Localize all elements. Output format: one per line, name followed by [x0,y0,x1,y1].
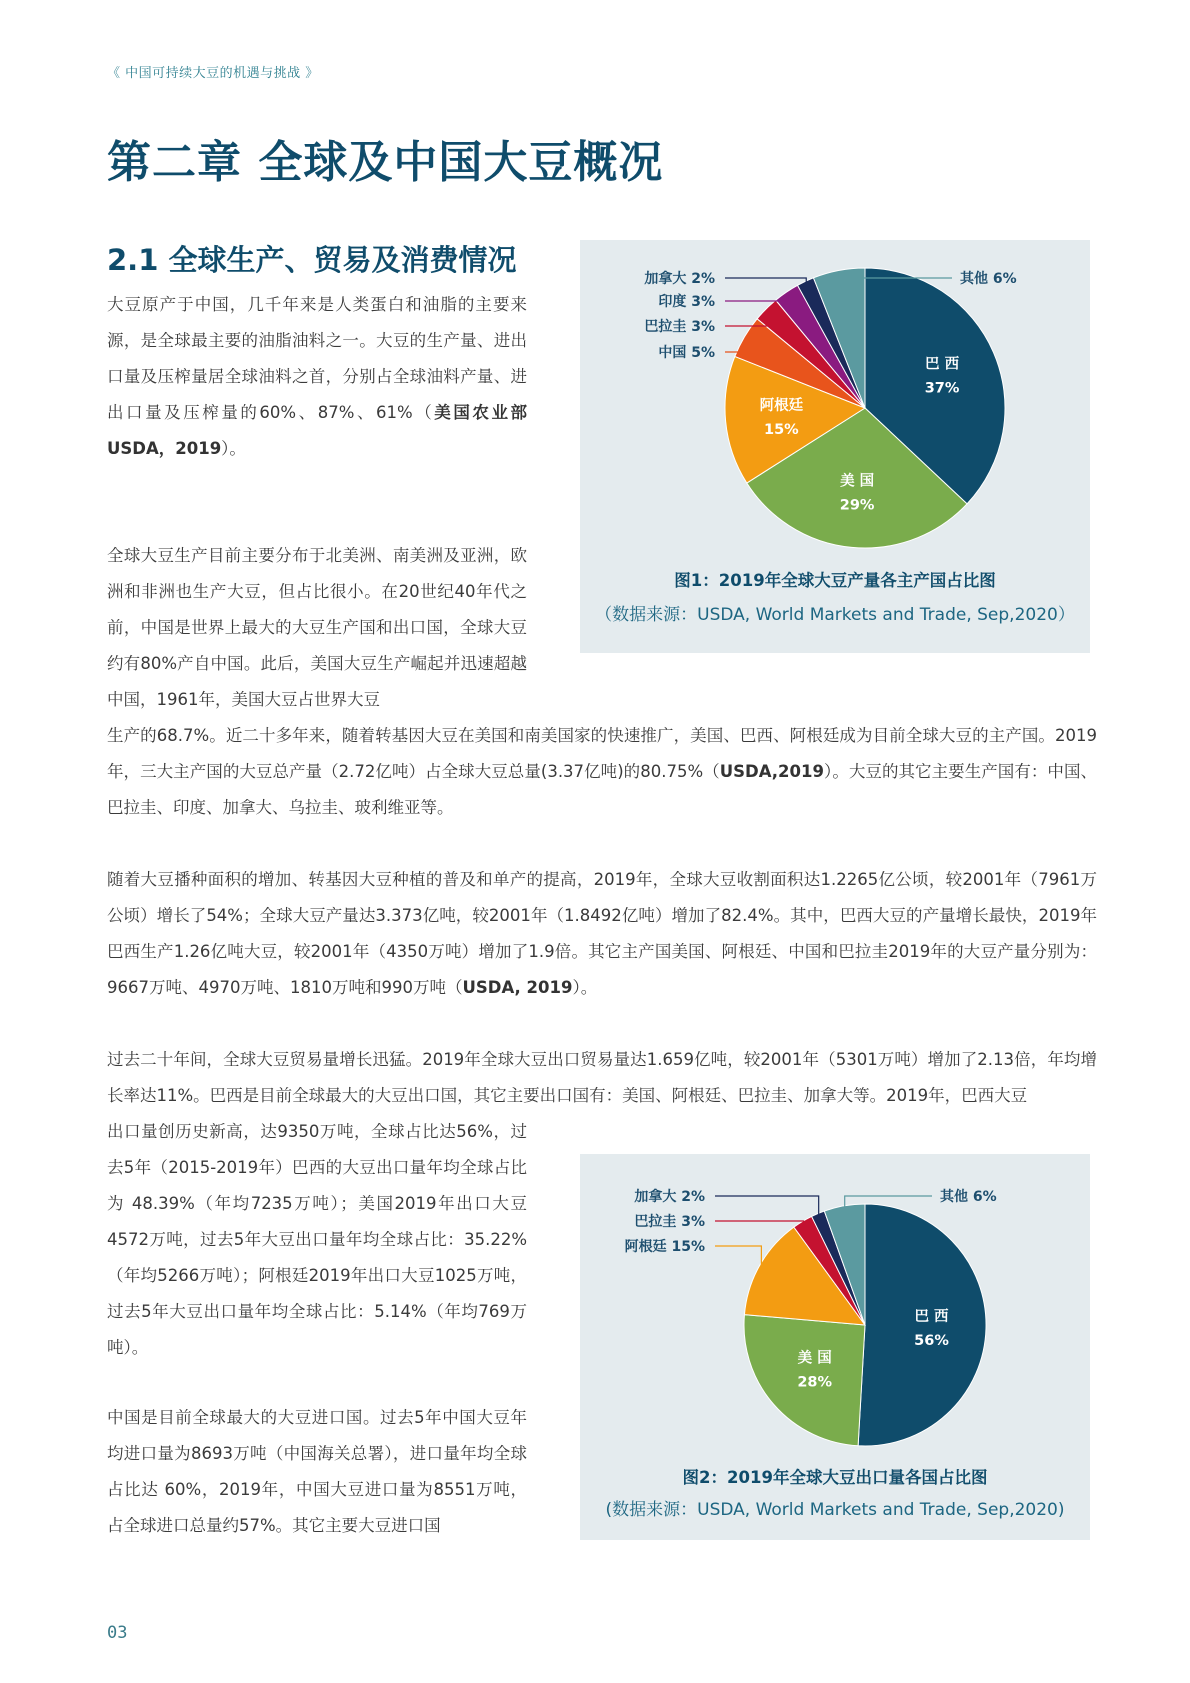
callout-label: 加拿大 2% [634,1189,705,1205]
figure-2-source: (数据来源：USDA, World Markets and Trade, Sep,2020) [605,1500,1065,1520]
paragraph-trade: 过去二十年间，全球大豆贸易量增长迅猛。2019年全球大豆出口贸易量达1.659亿吨，较2001年（5301万吨）增加了2.13倍，年均增长率达11%。巴西是目前全球最大的大豆出口国，其它主要出口国有：美国、阿根廷、巴拉圭、加拿大等。2019年，巴西大豆 [107,1050,1097,1105]
section-title: 2.1 全球生产、贸易及消费情况 [107,243,517,277]
slice-value-label: 37% [924,380,960,397]
figure-1-pie-chart [580,240,1090,570]
slice-name-label: 美 国 [840,473,875,490]
figure-2-pie-chart [580,1154,1090,1454]
page-number: 03 [107,1623,128,1643]
slice-name-label: 美 国 [797,1350,832,1367]
callout-line [715,1221,804,1223]
callout-label: 其他 6% [940,1189,997,1205]
paragraph-origin: 大豆原产于中国，几千年来是人类蛋白和油脂的主要来源，是全球最主要的油脂油料之一。大豆的生产量、进出口量及压榨量居全球油料之首，分别占全球油料产量、进出口量及压榨量的60%、87%、61%（美国农业部USDA，2019）。 [107,295,527,458]
slice-value-label: 28% [797,1374,833,1391]
callout-label: 巴拉圭 3% [634,1214,705,1230]
slice-name-label: 阿根廷 [759,397,804,414]
callout-line [715,1196,819,1215]
figure-2-caption: 图2：2019年全球大豆出口量各国占比图 [682,1468,988,1487]
paragraph-main-producers: 生产的68.7%。近二十多年来，随着转基因大豆在美国和南美国家的快速推广，美国、巴西、阿根廷成为目前全球大豆的主产国。2019年，三大主产国的大豆总产量（2.72亿吨）占全球大豆总量(3.37亿吨)的80.75%（USDA,2019）。大豆的其它主要生产国有：中国、巴拉圭、印度、加拿大、乌拉圭、玻利维亚等。 [107,726,1098,817]
callout-label: 加拿大 2% [644,271,715,287]
figure-1-box [580,240,1090,653]
paragraph-area-growth: 随着大豆播种面积的增加、转基因大豆种植的普及和单产的提高，2019年，全球大豆收割面积达1.2265亿公顷，较2001年（7961万公顷）增长了54%；全球大豆产量达3.373亿吨，较2001年（1.8492亿吨）增加了82.4%。其中，巴西大豆的产量增长最快，2019年巴西生产1.26亿吨大豆，较2001年（4350万吨）增加了1.9倍。其它主产国美国、阿根廷、中国和巴拉圭2019年的大豆产量分别为：9667万吨、4970万吨、1810万吨和990万吨（USDA, 2019）。 [107,870,1097,997]
slice-name-label: 巴 西 [925,356,960,373]
callout-line [725,278,806,283]
figure-1-caption: 图1：2019年全球大豆产量各主产国占比图 [674,571,996,590]
paragraph-distribution: 全球大豆生产目前主要分布于北美洲、南美洲及亚洲，欧洲和非洲也生产大豆，但占比很小。在20世纪40年代之前，中国是世界上最大的大豆生产国和出口国，全球大豆约有80%产自中国。此后，美国大豆生产崛起并迅速超越中国，1961年，美国大豆占世界大豆 [107,546,527,709]
paragraph-imports: 中国是目前全球最大的大豆进口国。过去5年中国大豆年均进口量为8693万吨（中国海关总署），进口量年均全球占比达 60%，2019年，中国大豆进口量为8551万吨，占全球进口总量约57%。其它主要大豆进口国 [107,1408,527,1535]
paragraph-exports: 出口量创历史新高，达9350万吨，全球占比达56%，过去5年（2015-2019年）巴西的大豆出口量年均全球占比为 48.39%（年均7235万吨）；美国2019年出口大豆4572万吨，过去5年大豆出口量年均全球占比：35.22%（年均5266万吨）；阿根廷2019年出口大豆1025万吨，过去5年大豆出口量年均全球占比：5.14%（年均769万吨）。 [107,1122,527,1357]
figure-2-box [580,1154,1090,1540]
callout-line [715,1246,761,1266]
figure-1-source: （数据来源：USDA, World Markets and Trade, Sep,2020） [595,605,1075,625]
slice-value-label: 56% [914,1332,949,1349]
slice-value-label: 15% [764,421,799,438]
callout-label: 印度 3% [658,294,715,310]
callout-label: 其他 6% [960,271,1017,287]
callout-label: 巴拉圭 3% [644,319,715,335]
slice-name-label: 巴 西 [914,1308,949,1325]
callout-label: 阿根廷 15% [624,1239,705,1255]
callout-label: 中国 5% [658,345,715,361]
chapter-title: 第二章 全球及中国大豆概况 [107,137,664,188]
running-header: 《 中国可持续大豆的机遇与挑战 》 [107,66,319,81]
pie-slice [858,1204,986,1446]
slice-value-label: 29% [839,497,875,514]
